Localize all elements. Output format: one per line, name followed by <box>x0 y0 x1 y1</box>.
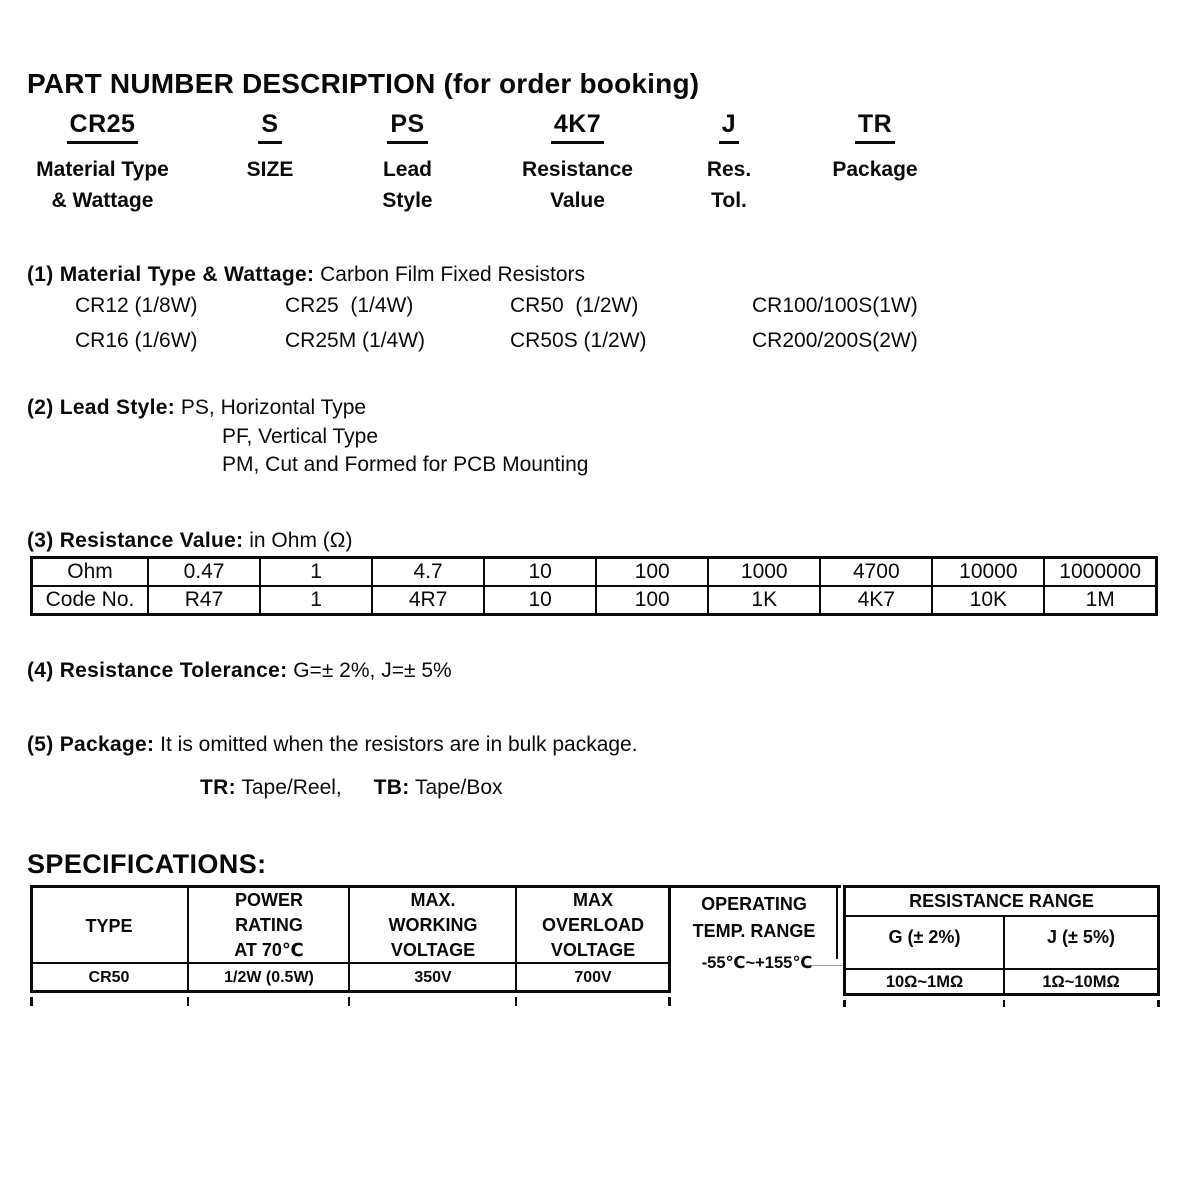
spec-header-power <box>189 888 349 963</box>
table-border-line <box>30 990 671 993</box>
table-cell: R47 <box>148 586 260 615</box>
table-cell: 10 <box>484 558 596 587</box>
pn-col-lead <box>360 110 455 216</box>
section2-heading <box>27 396 366 420</box>
pn-col-tolerance <box>693 110 765 216</box>
table-border-stub <box>1157 1000 1160 1007</box>
section2-heading-label: (2) Lead Style: <box>27 396 176 419</box>
package-options <box>200 776 503 800</box>
section5-heading-label: (5) Package: <box>27 733 155 756</box>
spec-header-line: RATING <box>235 915 303 935</box>
table-border-stub <box>1003 1000 1005 1007</box>
material-item: CR25M (1/4W) <box>285 329 426 352</box>
pn-code-lead: PS <box>387 110 427 144</box>
spec-value-overload: 700V <box>574 969 612 986</box>
spec-value-g: 10Ω~1MΩ <box>885 973 964 991</box>
table-cell: 4.7 <box>372 558 484 587</box>
material-item: CR50S (1/2W) <box>510 329 647 352</box>
section3-heading <box>27 529 352 553</box>
pn-label-line: SIZE <box>246 158 294 181</box>
resistance-value-table <box>30 556 1158 616</box>
spec-header-line: VOLTAGE <box>550 940 636 960</box>
table-cell: 10000 <box>932 558 1044 587</box>
spec-value-temp: -55℃~+155℃ <box>701 954 813 972</box>
section1-heading <box>27 263 585 287</box>
table-cell: 10K <box>932 586 1044 615</box>
table-cell: 10 <box>484 586 596 615</box>
table-border-stub <box>348 997 350 1006</box>
pn-label-tolerance <box>693 154 765 216</box>
table-border-stub <box>843 1000 846 1007</box>
pn-label-line: Lead <box>382 158 432 181</box>
table-cell: 1000000 <box>1044 558 1156 587</box>
pn-label-package <box>815 154 935 185</box>
pn-col-material <box>20 110 185 216</box>
table-cell: 1K <box>708 586 820 615</box>
pn-label-size <box>230 154 310 185</box>
pn-code-resistance: 4K7 <box>551 110 604 144</box>
spec-value-type: CR50 <box>88 969 130 986</box>
pn-col-size <box>230 110 310 185</box>
tr-label: TR: <box>200 776 236 799</box>
spec-header-line: TEMP. RANGE <box>692 921 816 941</box>
spec-value-j: 1Ω~10MΩ <box>1042 973 1120 991</box>
table-border-line <box>843 915 1160 917</box>
spec-header-working <box>350 888 516 963</box>
spec-header-line: AT 70℃ <box>234 940 304 960</box>
table-border-stub <box>668 997 671 1006</box>
spec-header-resistance-range: RESISTANCE RANGE <box>909 891 1094 911</box>
spec-value-working: 350V <box>414 969 452 986</box>
spec-header-line: MAX <box>573 890 613 910</box>
pn-label-line: Res. <box>706 158 752 181</box>
table-cell: 4R7 <box>372 586 484 615</box>
spec-header-line: MAX. <box>410 890 456 910</box>
table-border-line <box>843 885 1160 888</box>
spec-header-line: OPERATING <box>701 894 807 914</box>
section1-description: Carbon Film Fixed Resistors <box>320 263 586 286</box>
pn-code-material: CR25 <box>67 110 139 144</box>
spec-value-power: 1/2W (0.5W) <box>224 969 314 986</box>
pn-code-tolerance: J <box>719 110 739 144</box>
spec-header-j: J (± 5%) <box>1047 927 1115 947</box>
pn-label-resistance <box>500 154 655 216</box>
spec-header-temp <box>671 891 837 945</box>
package-description: It is omitted when the resistors are in bulk package. <box>160 733 638 756</box>
lead-style-item: PS, Horizontal Type <box>180 396 367 419</box>
section5-heading <box>27 733 638 757</box>
pn-col-package <box>815 110 935 185</box>
table-cell: 4K7 <box>820 586 932 615</box>
table-row-code <box>32 586 1157 615</box>
specifications-table <box>30 885 1180 1015</box>
tb-label: TB: <box>373 776 410 799</box>
table-cell: 1 <box>260 558 372 587</box>
table-border-stub <box>515 997 517 1006</box>
material-item: CR200/200S(2W) <box>752 329 918 352</box>
table-cell: 1M <box>1044 586 1156 615</box>
table-cell: Code No. <box>32 586 149 615</box>
table-row-ohm <box>32 558 1157 587</box>
table-border-line <box>843 968 1160 970</box>
section3-heading-label: (3) Resistance Value: <box>27 529 244 552</box>
pn-label-line: Package <box>832 158 918 181</box>
table-cell: 4700 <box>820 558 932 587</box>
material-item: CR25 (1/4W) <box>285 294 414 317</box>
material-item: CR100/100S(1W) <box>752 294 918 317</box>
table-border-stub <box>187 997 189 1006</box>
page-title: PART NUMBER DESCRIPTION (for order booking) <box>27 68 700 99</box>
section1-heading-label: (1) Material Type & Wattage: <box>27 263 315 286</box>
spec-header-line: OVERLOAD <box>541 915 644 935</box>
lead-style-item: PM, Cut and Formed for PCB Mounting <box>222 453 589 476</box>
table-border-line <box>1157 885 1160 996</box>
spec-header-g: G (± 2%) <box>888 927 961 947</box>
pn-label-line: Material Type <box>36 158 169 181</box>
lead-style-item: PF, Vertical Type <box>222 425 379 448</box>
table-cell: Ohm <box>32 558 149 587</box>
pn-label-material <box>20 154 185 216</box>
pn-label-lead <box>360 154 455 216</box>
table-cell: 1000 <box>708 558 820 587</box>
spec-header-line: POWER <box>234 890 303 910</box>
section3-unit: in Ohm (Ω) <box>249 529 353 552</box>
table-border-stub <box>30 997 33 1006</box>
table-cell: 0.47 <box>148 558 260 587</box>
tolerance-value: G=± 2%, J=± 5% <box>293 659 452 682</box>
pn-label-line: Tol. <box>711 189 747 212</box>
tb-value: Tape/Box <box>414 776 503 799</box>
pn-col-resistance <box>500 110 655 216</box>
spec-header-type: TYPE <box>85 916 133 936</box>
section4-heading <box>27 659 452 683</box>
section4-heading-label: (4) Resistance Tolerance: <box>27 659 288 682</box>
spec-header-overload <box>517 888 669 963</box>
spec-header-line: VOLTAGE <box>390 940 476 960</box>
specifications-heading: SPECIFICATIONS: <box>27 849 267 879</box>
pn-label-line: & Wattage <box>51 189 154 212</box>
tr-value: Tape/Reel, <box>241 776 342 799</box>
spec-header-line: WORKING <box>388 915 478 935</box>
pn-code-size: S <box>258 110 281 144</box>
table-border-line <box>843 993 1160 996</box>
table-cell: 100 <box>596 586 708 615</box>
pn-label-line: Style <box>382 189 433 212</box>
material-item: CR50 (1/2W) <box>510 294 639 317</box>
table-cell: 100 <box>596 558 708 587</box>
material-item: CR16 (1/6W) <box>75 329 198 352</box>
table-cell: 1 <box>260 586 372 615</box>
pn-code-package: TR <box>855 110 895 144</box>
pn-label-line: Resistance <box>522 158 633 181</box>
material-item: CR12 (1/8W) <box>75 294 198 317</box>
pn-label-line: Value <box>550 189 605 212</box>
